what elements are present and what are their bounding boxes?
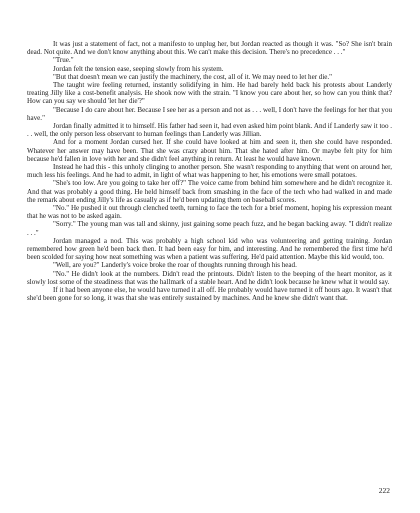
paragraph: Instead he had this - this unholy clinging to another person. She wasn't responding to anything that went on around her, much less his feelings. And he had to admit, in light of what was happening to her, his emotions were small potatoes.	[27, 163, 392, 180]
paragraph: The taught wire feeling returned, instantly solidifying in him. He had barely held back his protests about Landerly treating Jilly like a cost-benefit analysis. He shook now with the strain. "I know you care about her, so how can you think that? How can you say we should 'let her die'?"	[27, 81, 392, 106]
paragraph: Jordan felt the tension ease, seeping slowly from his system.	[53, 64, 224, 73]
paragraph: "Well, are you?" Landerly's voice broke the roar of thoughts running through his head.	[53, 261, 297, 270]
paragraph: "No." He didn't look at the numbers. Didn't read the printouts. Didn't listen to the beeping of the heart monitor, as it slowly lost some of the steadiness that was the hallmark of a stable heart. And he didn't look because he knew what it would say.	[27, 269, 392, 286]
paragraph: "True."	[53, 56, 74, 65]
paragraph: It was just a statement of fact, not a manifesto to unplug her, but Jordan reacted as though it was. "So? She isn't brain dead. Not quite. And we don't know anything about this. We can't make this decision. There's no precedence . . ."	[27, 40, 392, 57]
paragraph: Jordan finally admitted it to himself. His father had seen it, had even asked him point blank. And if Landerly saw it too . . . well, the only person less observant to human feelings than Landerly was Jillian.	[27, 122, 392, 139]
paragraph: If it had been anyone else, he would have turned it all off. He probably would have turned it off hours ago. It wasn't that she'd been gone for so long, it was that she was entirely sustained by machines. And he knew she didn't want that.	[27, 286, 392, 303]
paragraph: "Sorry." The young man was tall and skinny, just gaining some peach fuzz, and he began backing away. "I didn't realize . . ."	[27, 220, 392, 237]
page-number: 222	[378, 486, 390, 495]
body-text	[27, 40, 392, 303]
paragraph: And for a moment Jordan cursed her. If she could have looked at him and seen it, then she could have responded. Whatever her answer may have been. That she was crazy about him. That she hated after him. Or maybe felt pity for him because he'd fallen in love with her and she didn't feel anything in return. At least he would have known.	[27, 138, 392, 163]
paragraph: "She's too low. Are you going to take her off?" The voice came from behind him somewhere and he didn't recognize it. And that was probably a good thing. He held himself back from smashing in the face of the tech who had walked in and made the remark about ending Jilly's life as casually as if he'd been updating them on baseball scores.	[27, 179, 392, 204]
paragraph: "Because I do care about her. Because I see her as a person and not as . . . well, I don't have the feelings for her that you have."	[27, 105, 392, 122]
paragraph: Jordan managed a nod. This was probably a high school kid who was volunteering and getting training. Jordan remembered how green he'd been back then. It had been easy for him, and interesting. And he remembered the first time he'd been scolded for saying how neat something was when a patient was suffering. He'd paid attention. Maybe this kid would, too.	[27, 236, 392, 262]
paragraph: "But that doesn't mean we can justify the machinery, the cost, all of it. We may need to let her die."	[53, 72, 333, 81]
paragraph: "No." He pushed it out through clenched teeth, turning to face the tech for a brief moment, hoping his expression meant that he was not to be asked again.	[27, 204, 392, 221]
